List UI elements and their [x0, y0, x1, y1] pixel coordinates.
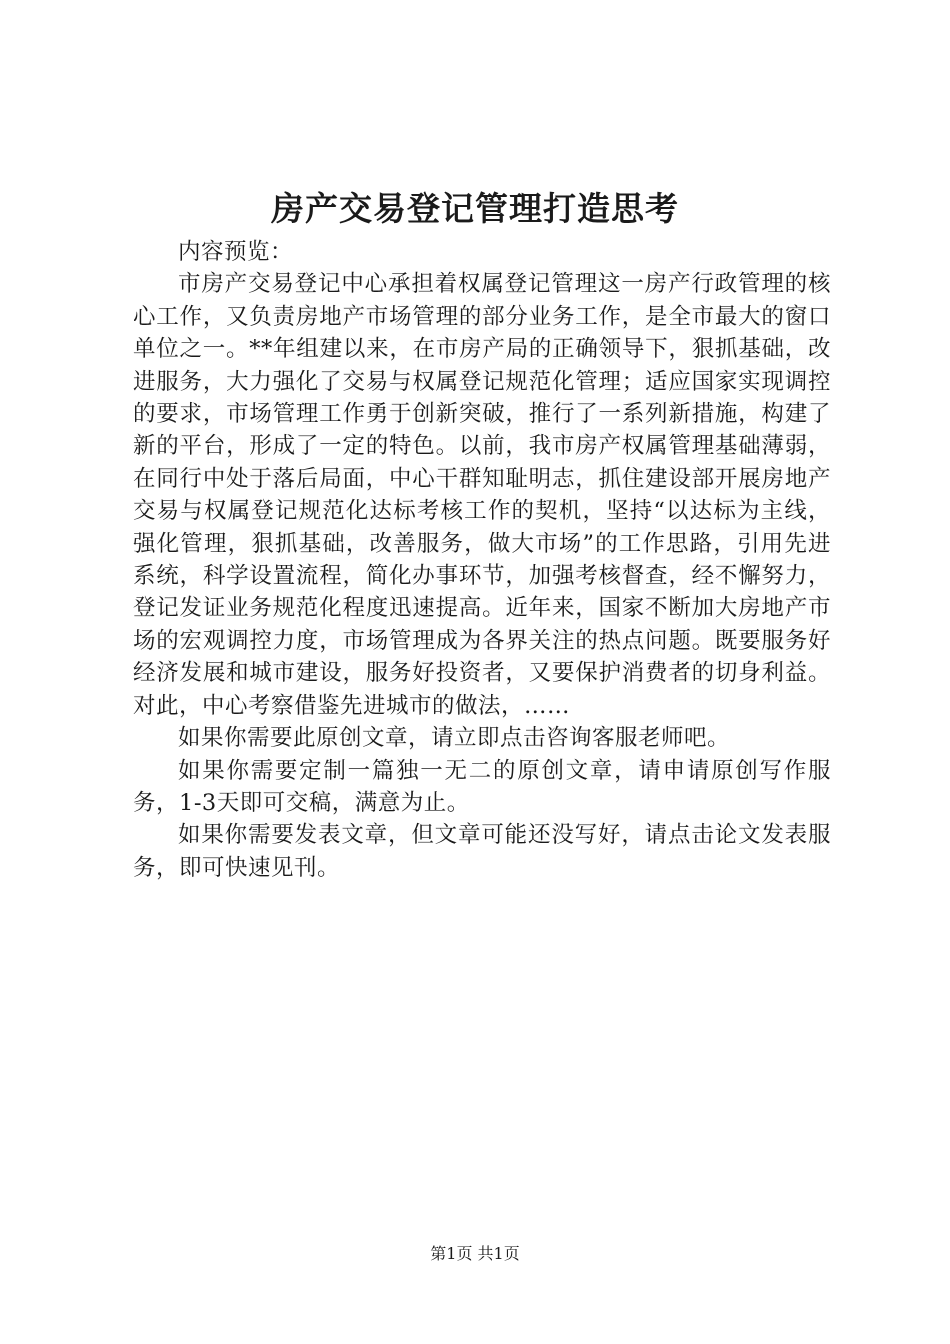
document-title: 房产交易登记管理打造思考	[271, 189, 679, 228]
preview-label: 内容预览：	[178, 239, 294, 265]
notice-publication-service: 如果你需要发表文章，但文章可能还没写好，请点击论文发表服务，即可快速见刊。	[133, 822, 831, 881]
notice-original-article: 如果你需要此原创文章，请立即点击咨询客服老师吧。	[178, 725, 731, 752]
page-number-footer: 第1页 共1页	[430, 1244, 520, 1263]
document-body	[133, 236, 831, 884]
body-paragraph: 市房产交易登记中心承担着权属登记管理这一房产行政管理的核心工作，又负责房地产市场管理的部分业务工作，是全市最大的窗口单位之一。**年组建以来，在市房产局的正确领导下，狠抓基础，改进服务，大力强化了交易与权属登记规范化管理；适应国家实现调控的要求，市场管理工作勇于创新突破，推行了一系列新措施，构建了新的平台，形成了一定的特色。以前，我市房产权属管理基础薄弱，在同行中处于落后局面，中心干群知耻明志，抓住建设部开展房地产交易与权属登记规范化达标考核工作的契机，坚持“以达标为主线，强化管理，狠抓基础，改善服务，做大市场”的工作思路，引用先进系统，科学设置流程，简化办事环节，加强考核督查，经不懈努力，登记发证业务规范化程度迅速提高。近年来，国家不断加大房地产市场的宏观调控力度，市场管理成为各界关注的热点问题。既要服务好经济发展和城市建设，服务好投资者，又要保护消费者的切身利益。对此，中心考察借鉴先进城市的做法，……	[133, 271, 831, 719]
notice-custom-writing: 如果你需要定制一篇独一无二的原创文章，请申请原创写作服务，1-3天即可交稿，满意为止。	[133, 757, 831, 816]
